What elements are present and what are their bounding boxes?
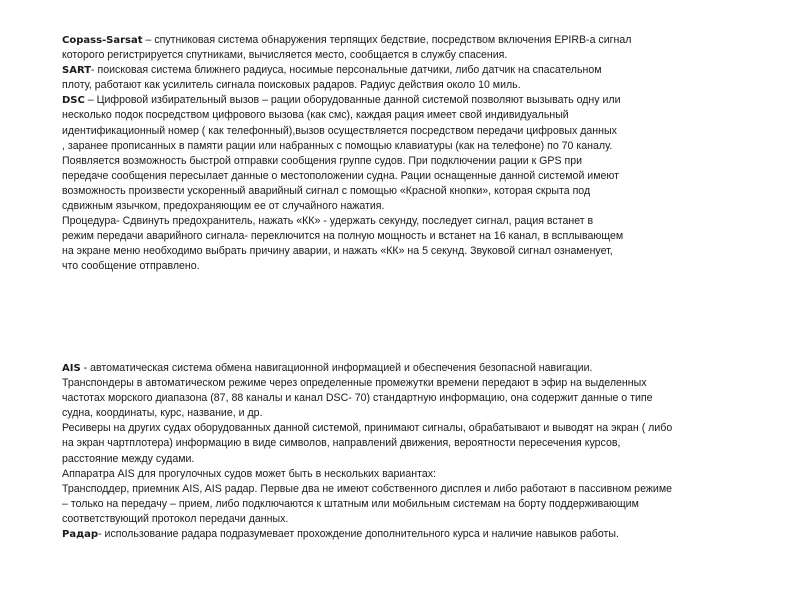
cospas-sarsat-term: Copass-Sarsat	[62, 35, 143, 46]
sart-line	[62, 63, 752, 78]
ais-section	[62, 361, 752, 542]
text-line: – только на передачу – прием, либо подключаются к штатным или мобильным системам на борту поддерживающим	[62, 497, 639, 510]
ais-term: AIS	[62, 363, 81, 374]
sart-term: SART	[62, 65, 92, 77]
text-line: плоту, работают как усилитель сигнала поисковых радаров. Радиус действия около 10 миль.	[62, 79, 521, 92]
text-line: передаче сообщения пересылает данные о местоположении судна. Рации оснащенные данной системой имеют	[62, 169, 619, 182]
text-line: , заранее прописанных в памяти рации или набранных с помощью клавиатуры (как на телефоне) по 70 каналу.	[62, 139, 613, 152]
text-line: сдвижным язычком, предохраняющим ее от случайного нажатия.	[62, 200, 385, 213]
text-line: которого регистрируется спутниками, вычисляется место, сообщается в службу спасения.	[62, 49, 508, 62]
text-line: Транспондеры в автоматическом режиме через определенные промежутки времени передают в эфир на выделенных	[62, 377, 647, 390]
text-line: что сообщение отправлено.	[62, 260, 200, 273]
procedure-line: Процедура- Сдвинуть предохранитель, нажать «КК» - удержать секунду, последует сигнал, рация встанет в	[62, 215, 594, 228]
rescue-systems-section	[62, 33, 752, 275]
text-line: частотах морского диапазона (87, 88 каналы и канал DSC- 70) стандартную информацию, она содержит данные о типе	[62, 392, 653, 405]
ais-line	[62, 361, 752, 376]
dsc-term: DSC	[62, 95, 85, 107]
radar-line	[62, 527, 752, 542]
cospas-sarsat-line	[62, 33, 752, 48]
text-line: идентификационный номер ( как телефонный),вызов осуществляется посредством передачи цифровых данных	[62, 124, 617, 137]
radar-term: Радар	[62, 529, 99, 541]
text-line: Аппаратра AIS для прогулочных судов может быть в нескольких вариантах:	[62, 467, 436, 480]
dsc-text: – Цифровой избирательный вызов – рации оборудованные данной системой позволяют вызывать одну или	[84, 94, 621, 107]
cospas-sarsat-text: – спутниковая система обнаружения терпящих бедствие, посредством включения EPIRB-а сигнал	[142, 34, 632, 46]
text-line: Появляется возможность быстрой отправки сообщения группе судов. При подключении рации к GPS при	[62, 154, 583, 167]
ais-text: - автоматическая система обмена навигационной информацией и обеспечения безопасной навигации.	[80, 362, 593, 374]
text-line: Ресиверы на других судах оборудованных данной системой, принимают сигналы, обрабатывают и выводят на экран ( либо	[62, 422, 673, 435]
text-line: на экране меню необходимо выбрать причину аварии, и нажать «КК» на 5 секунд. Звуковой сигнал ознаменует,	[62, 245, 613, 258]
text-line: судна, координаты, курс, название, и др.	[62, 407, 263, 420]
text-line: несколько подок посредством цифрового вызова (как смс), каждая рация имеет свой индивидуальный	[62, 109, 569, 122]
dsc-line	[62, 93, 752, 108]
text-line: режим передачи аварийного сигнала- переключится на полную мощность и встанет на 16 канал, в всплывающем	[62, 230, 624, 243]
radar-text: - использование радара подразумевает прохождение дополнительного курса и наличие навыков работы.	[98, 528, 619, 541]
text-line: расстояние между судами.	[62, 452, 195, 465]
text-line: соответствующий протокол передачи данных.	[62, 512, 289, 525]
text-line: возможность произвести ускоренный аварийный сигнал с помощью «Красной кнопки», которая скрыта под	[62, 184, 591, 197]
sart-text: - поисковая система ближнего радиуса, носимые персональные датчики, либо датчик на спасательном	[91, 64, 602, 77]
text-line: на экран чартплотера) информацию в виде символов, направлений движения, вероятности пересечения курсов,	[62, 437, 621, 450]
text-line: Трансподдер, приемник AIS, AIS радар. Первые два не имеют собственного дисплея и либо работают в пассивном режиме	[62, 482, 673, 495]
